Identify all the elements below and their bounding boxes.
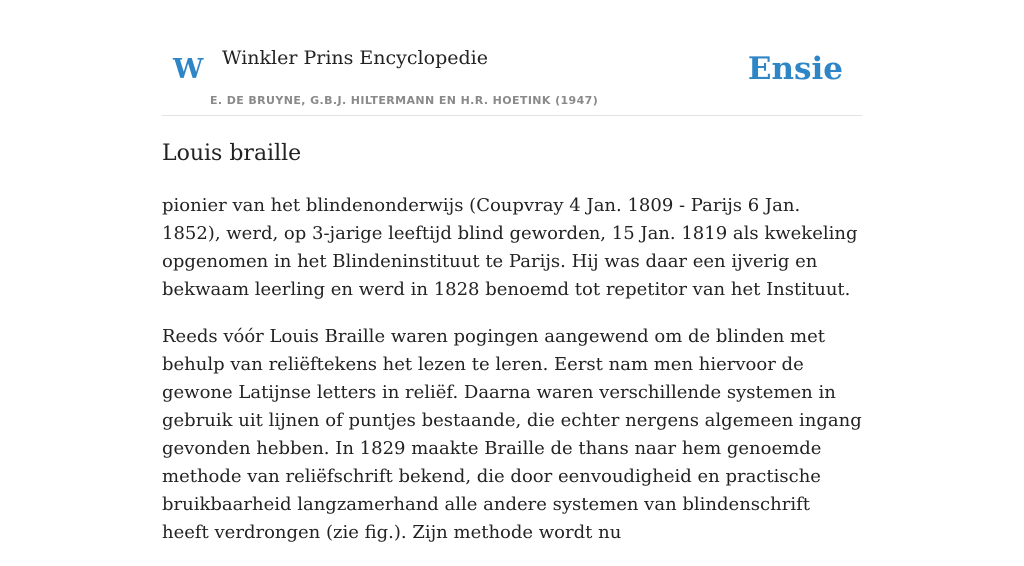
article-title: Louis braille [162,141,302,166]
source-header [162,0,862,116]
source-logo-icon[interactable]: W [173,54,204,85]
source-title-link[interactable]: Winkler Prins Encyclopedie [222,47,488,69]
source-authors: E. DE BRUYNE, G.B.J. HILTERMANN EN H.R. HOETINK (1947) [210,94,599,107]
article-paragraph: pionier van het blindenonderwijs (Coupvray 4 Jan. 1809 - Parijs 6 Jan. 1852), werd, op 3-jarige leeftijd blind geworden, 15 Jan. 1819 als kwekeling opgenomen in het Blindeninstituut te Parijs. Hij was daar een ijverig en bekwaam leerling en werd in 1828 benoemd tot repetitor van het Instituut. [162,195,858,300]
article-body [162,192,862,566]
page [162,0,862,543]
ensie-logo-link[interactable]: Ensie [747,51,843,87]
article-paragraph: Reeds vóór Louis Braille waren pogingen aangewend om de blinden met behulp van reliëftekens het lezen te leren. Eerst nam men hiervoor de gewone Latijnse letters in reliëf. Daarna waren verschillende systemen in gebruik uit lijnen of puntjes bestaande, die echter nergens algemeen ingang gevonden hebben. In 1829 maakte Braille de thans naar hem genoemde methode van reliëfschrift bekend, die door eenvoudigheid en practische bruikbaarheid langzamerhand alle andere systemen van blindenschrift heeft verdrongen (zie fig.). Zijn methode wordt nu [162,326,862,543]
